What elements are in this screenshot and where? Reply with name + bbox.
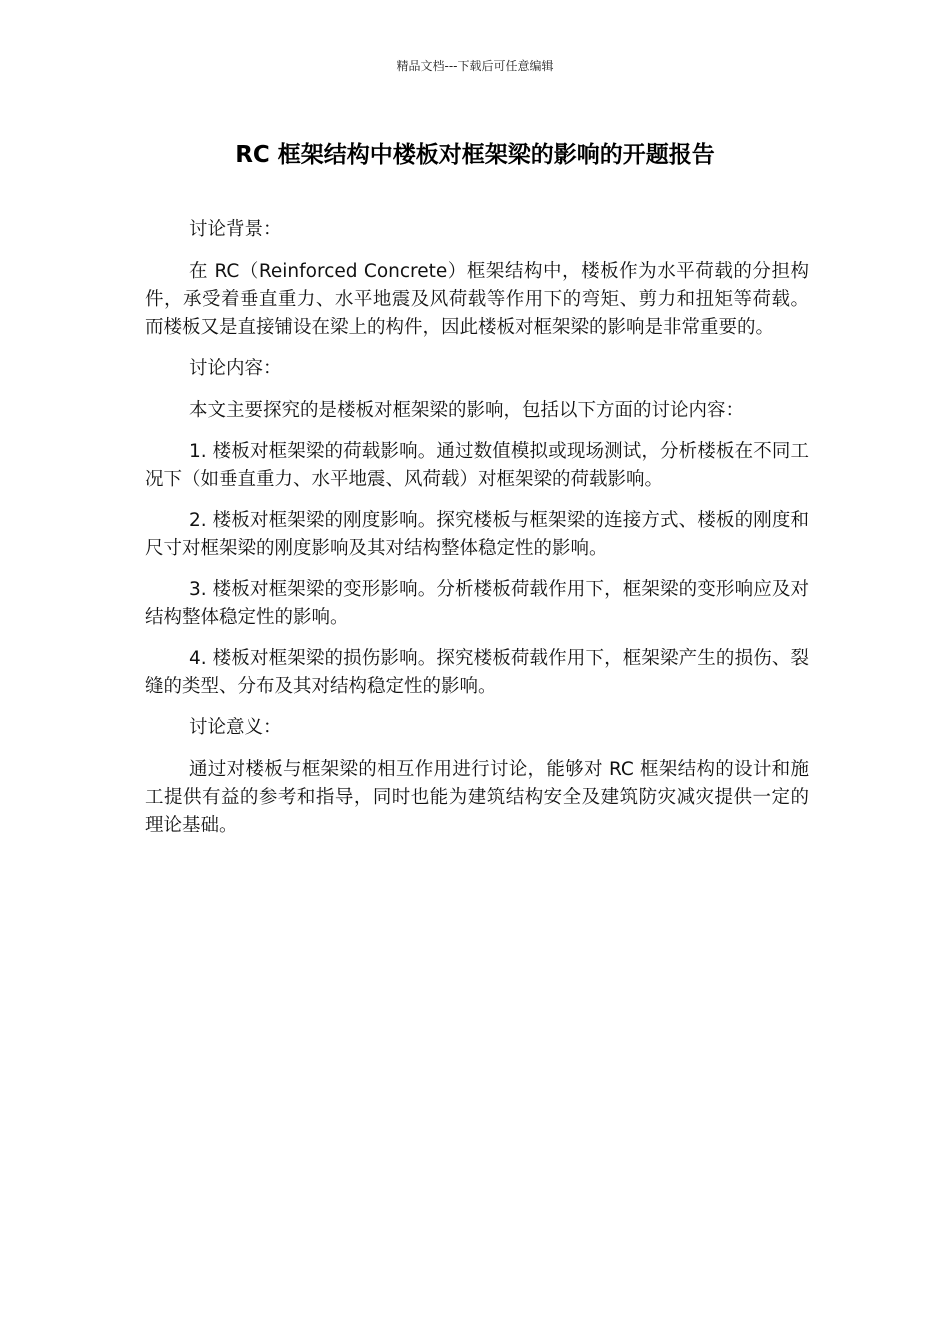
- content-item-2: 2. 楼板对框架梁的刚度影响。探究楼板与框架梁的连接方式、楼板的刚度和尺寸对框架梁的刚度影响及其对结构整体稳定性的影响。: [145, 510, 809, 559]
- content-intro-paragraph: 本文主要探究的是楼板对框架梁的影响，包括以下方面的讨论内容：: [189, 400, 745, 421]
- content-item-4: 4. 楼板对框架梁的损伤影响。探究楼板荷载作用下，框架梁产生的损伤、裂缝的类型、分布及其对结构稳定性的影响。: [145, 648, 809, 697]
- content-item-3: 3. 楼板对框架梁的变形影响。分析楼板荷载作用下，框架梁的变形响应及对结构整体稳定性的影响。: [145, 579, 809, 628]
- document-body: [145, 216, 809, 853]
- background-heading: 讨论背景：: [189, 219, 282, 240]
- background-paragraph: 在 RC（Reinforced Concrete）框架结构中，楼板作为水平荷载的分担构件，承受着垂直重力、水平地震及风荷载等作用下的弯矩、剪力和扭矩等荷载。而楼板又是直接铺设在梁上的构件，因此楼板对框架梁的影响是非常重要的。: [145, 261, 809, 338]
- significance-heading: 讨论意义：: [189, 717, 282, 738]
- content-heading: 讨论内容：: [189, 358, 282, 379]
- content-item-1: 1. 楼板对框架梁的荷载影响。通过数值模拟或现场测试，分析楼板在不同工况下（如垂直重力、水平地震、风荷载）对框架梁的荷载影响。: [145, 441, 809, 490]
- page-header: 精品文档---下载后可任意编辑: [396, 59, 554, 73]
- significance-paragraph: 通过对楼板与框架梁的相互作用进行讨论，能够对 RC 框架结构的设计和施工提供有益的参考和指导，同时也能为建筑结构安全及建筑防灾减灾提供一定的理论基础。: [145, 759, 809, 836]
- document-title: RC 框架结构中楼板对框架梁的影响的开题报告: [235, 142, 715, 168]
